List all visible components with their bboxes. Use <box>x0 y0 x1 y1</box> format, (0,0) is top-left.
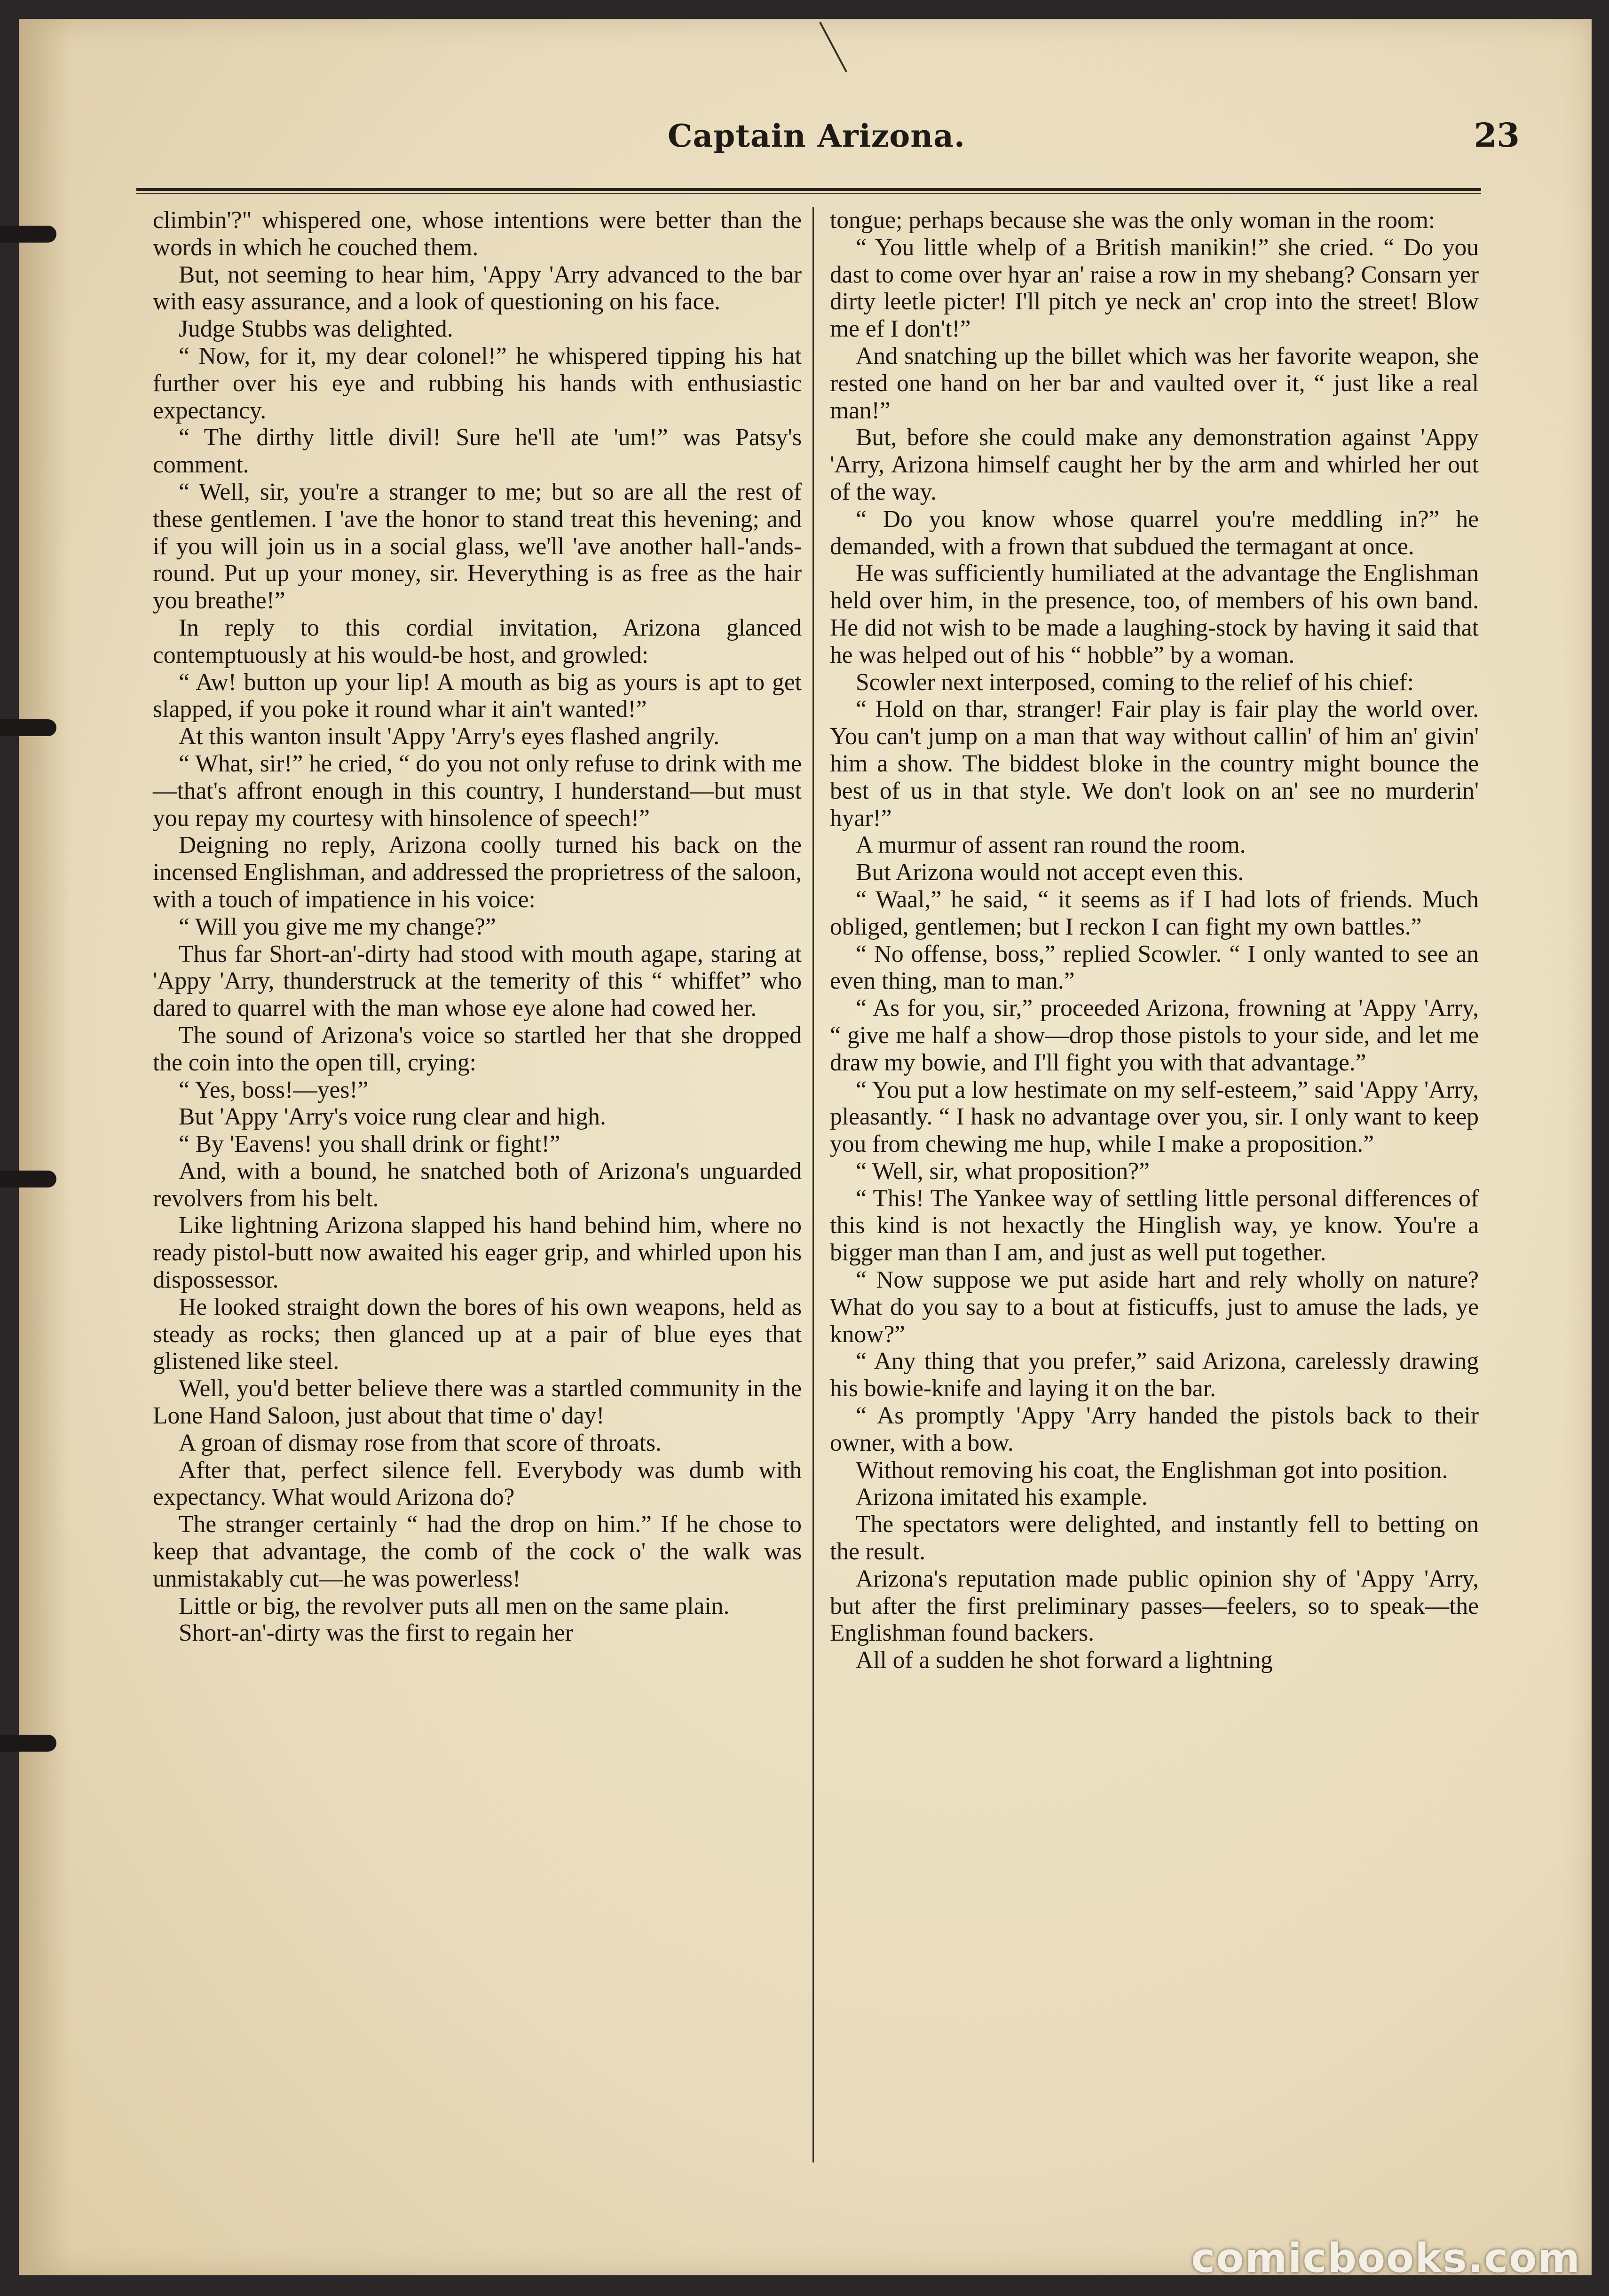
binding-stitch <box>0 1171 56 1187</box>
paragraph: All of a sudden he shot forward a lightning <box>856 1647 1273 1674</box>
paragraph: He was sufficiently humiliated at the advantage the Englishman held over him, in the presence, too, of members of his own band. He did not wish to be made a laughing-stock by having it said that he was helped out of his “ hobble” by a woman. <box>830 560 1479 668</box>
column-divider <box>812 207 814 2162</box>
paragraph: But Arizona would not accept even this. <box>856 859 1244 886</box>
spine-shadow <box>19 19 71 2275</box>
paragraph: Scowler next interposed, coming to the relief of his chief: <box>856 668 1414 696</box>
paragraph: “ Waal,” he said, “ it seems as if I had lots of friends. Much obliged, gentlemen; but I reckon I can fight my own battles.” <box>830 886 1479 940</box>
paragraph: “ Any thing that you prefer,” said Arizona, carelessly drawing his bowie-knife and laying it on the bar. <box>830 1348 1479 1402</box>
paragraph: “ As promptly 'Appy 'Arry handed the pistols back to their owner, with a bow. <box>830 1402 1479 1456</box>
paragraph: “ Well, sir, what proposition?” <box>856 1157 1150 1185</box>
paragraph: And, with a bound, he snatched both of Arizona's unguarded revolvers from his belt. <box>153 1157 802 1212</box>
paragraph: The sound of Arizona's voice so startled her that she dropped the coin into the open till, crying: <box>153 1022 802 1076</box>
paragraph: The spectators were delighted, and instantly fell to betting on the result. <box>830 1511 1479 1565</box>
paragraph: “ The dirthy little divil! Sure he'll ate 'um!” was Patsy's comment. <box>153 424 802 479</box>
paragraph: “ Well, sir, you're a stranger to me; but so are all the rest of these gentlemen. I 'ave the honor to stand treat this hevening; and if you will join us in a social glass, we'll 'ave another hall-'ands-round. Put up your money, sir. Heverything is as free as the hair you breathe!” <box>153 478 802 614</box>
paragraph: “ You put a low hestimate on my self-esteem,” said 'Appy 'Arry, pleasantly. “ I hask no advantage over you, sir. I only want to keep you from chewing me hup, while I make a proposition.” <box>830 1076 1479 1158</box>
paragraph: Without removing his coat, the Englishman got into position. <box>856 1456 1448 1484</box>
paragraph: “ Aw! button up your lip! A mouth as big as yours is apt to get slapped, if you poke it round whar it ain't wanted!” <box>153 668 802 723</box>
paragraph: A murmur of assent ran round the room. <box>856 832 1246 859</box>
paragraph: “ Now suppose we put aside hart and rely wholly on nature? What do you say to a bout at fisticuffs, just to amuse the lads, ye know?” <box>830 1266 1479 1348</box>
paragraph: Short-an'-dirty was the first to regain her <box>179 1620 573 1647</box>
site-watermark: comicbooks.com <box>1191 2235 1581 2282</box>
paragraph: “ You little whelp of a British manikin!” she cried. “ Do you dast to come over hyar an' raise a row in my shebang? Consarn yer dirty leetle picter! I'll pitch ye neck an' crop into the street! Blow me ef I don't!” <box>830 234 1479 343</box>
paragraph: At this wanton insult 'Appy 'Arry's eyes flashed angrily. <box>179 723 720 750</box>
right-text-column <box>830 207 1479 1674</box>
binding-stitch <box>0 226 56 243</box>
paragraph: “ By 'Eavens! you shall drink or fight!” <box>179 1131 560 1158</box>
paragraph: “ As for you, sir,” proceeded Arizona, frowning at 'Appy 'Arry, “ give me half a show—drop those pistols to your side, and let me draw my bowie, and I'll fight you with that advantage.” <box>830 995 1479 1076</box>
binding-stitch <box>0 1735 56 1752</box>
page-number: 23 <box>1474 116 1520 155</box>
paragraph: “ Now, for it, my dear colonel!” he whispered tipping his hat further over his eye and rubbing his hands with enthusiastic expectancy. <box>153 342 802 424</box>
paragraph: “ Will you give me my change?” <box>179 913 496 940</box>
paragraph: “ Do you know whose quarrel you're meddling in?” he demanded, with a frown that subdued the termagant at once. <box>830 505 1479 560</box>
paragraph: Deigning no reply, Arizona coolly turned his back on the incensed Englishman, and addressed the proprietress of the saloon, with a touch of impatience in his voice: <box>153 832 802 913</box>
paragraph: “ This! The Yankee way of settling little personal differences of this kind is not hexactly the Hinglish way, ye know. You're a bigger man than I am, and just as well put together. <box>830 1185 1479 1266</box>
paragraph: Arizona's reputation made public opinion shy of 'Appy 'Arry, but after the first preliminary passes—feelers, so to speak—the Englishman found backers. <box>830 1565 1479 1647</box>
paragraph: In reply to this cordial invitation, Arizona glanced contemptuously at his would-be host, and growled: <box>153 614 802 668</box>
left-text-column <box>153 207 802 1647</box>
header-rule <box>136 188 1481 194</box>
paragraph: Little or big, the revolver puts all men on the same plain. <box>179 1592 730 1620</box>
paragraph: But, before she could make any demonstration against 'Appy 'Arry, Arizona himself caught her by the arm and whirled her out of the way. <box>830 424 1479 505</box>
paragraph: Thus far Short-an'-dirty had stood with mouth agape, staring at 'Appy 'Arry, thunderstruck at the temerity of this “ whiffet” who dared to quarrel with the man whose eye alone had cowed her. <box>153 940 802 1022</box>
paragraph: “ Hold on thar, stranger! Fair play is fair play the world over. You can't jump on a man that way without callin' of him an' givin' him a show. The biddest bloke in the country might bounce the best of us in that style. We don't look on an' see no murderin' hyar!” <box>830 696 1479 832</box>
paragraph: A groan of dismay rose from that score of throats. <box>179 1429 662 1456</box>
paragraph: He looked straight down the bores of his own weapons, held as steady as rocks; then glanced up at a pair of blue eyes that glistened like steel. <box>153 1293 802 1375</box>
paragraph: “ No offense, boss,” replied Scowler. “ I only wanted to see an even thing, man to man.” <box>830 940 1479 995</box>
paragraph: “ What, sir!” he cried, “ do you not only refuse to drink with me—that's affront enough in this country, I hunderstand—but must you repay my courtesy with hinsolence of speech!” <box>153 750 802 832</box>
paragraph: But 'Appy 'Arry's voice rung clear and high. <box>179 1103 606 1131</box>
paragraph: After that, perfect silence fell. Everybody was dumb with expectancy. What would Arizona do? <box>153 1456 802 1511</box>
paragraph: And snatching up the billet which was her favorite weapon, she rested one hand on her bar and vaulted over it, “ just like a real man!” <box>830 342 1479 424</box>
paragraph: Like lightning Arizona slapped his hand behind him, where no ready pistol-butt now awaited his eager grip, and whirled upon his dispossessor. <box>153 1212 802 1294</box>
paragraph: Arizona imitated his example. <box>856 1484 1148 1511</box>
paragraph: But, not seeming to hear him, 'Appy 'Arry advanced to the bar with easy assurance, and a look of questioning on his face. <box>153 261 802 315</box>
binding-stitch <box>0 719 56 736</box>
paragraph: The stranger certainly “ had the drop on him.” If he chose to keep that advantage, the comb of the cock o' the walk was unmistakably cut—he was powerless! <box>153 1511 802 1592</box>
paragraph: climbin'?" whispered one, whose intentions were better than the words in which he couched them. <box>153 207 802 261</box>
paragraph: “ Yes, boss!—yes!” <box>179 1076 369 1103</box>
paragraph: Judge Stubbs was delighted. <box>179 315 453 343</box>
running-head-title: Captain Arizona. <box>668 118 966 154</box>
paragraph: tongue; perhaps because she was the only woman in the room: <box>830 207 1435 234</box>
paragraph: Well, you'd better believe there was a startled community in the Lone Hand Saloon, just about that time o' day! <box>153 1375 802 1430</box>
